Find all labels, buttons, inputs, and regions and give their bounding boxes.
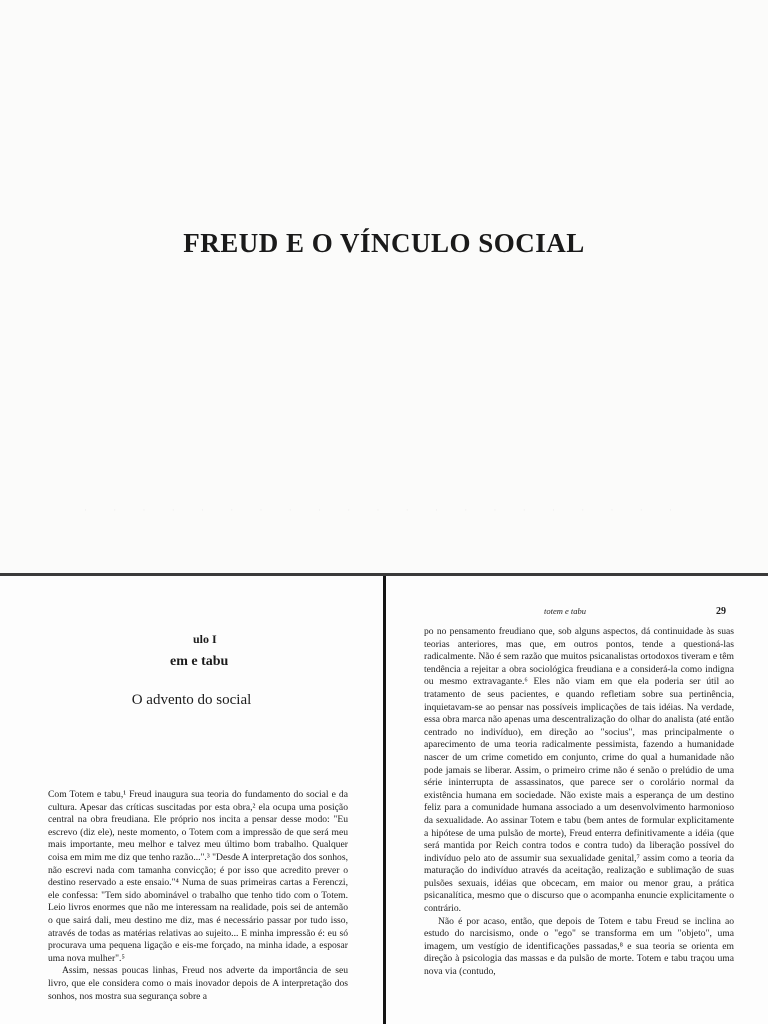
left-page [0,576,383,1024]
paragraph: Assim, nessas poucas linhas, Freud nos adverte da importância de seu livro, que ele considera como o mais inovador depois de A interpretação dos sonhos, nos mostra sua segurança sobre a [48,965,348,1002]
chapter-number: ulo I [193,632,217,646]
right-page [386,576,768,1024]
bleed-through-line: · · · · · · · · · · · · · · · · · · · · · [84,505,684,515]
page-number: 29 [716,606,726,617]
chapter-title: em e tabu [170,654,229,669]
right-body-text [424,626,734,979]
left-body-text [48,789,348,1003]
paragraph: Não é por acaso, então, que depois de Totem e tabu Freud se inclina ao estudo do narcisismo, onde o "ego" se transforma em um "objeto", uma imagem, um vestígio de identificações passadas,⁸ e sua teoria se orienta em direção à psicologia das massas e da pulsão de morte. Totem e tabu traçou uma nova via (contudo, [424,915,734,978]
section-title: O advento do social [131,692,252,708]
paragraph: Com Totem e tabu,¹ Freud inaugura sua teoria do fundamento do social e da cultura. Apesar das críticas suscitadas por esta obra,² ela ocupa uma posição central na obra freudiana. Ele próprio nos incita a pensar desse modo: "Eu escrevo (diz ele), neste momento, o Totem com a impressão de que será meu mais importante, meu melhor e talvez meu último bom trabalho. Qualquer coisa em mim me diz que tenho razão...".³ "Desde A interpretação dos sonhos, não escrevi nada com tamanha convicção; é por isso que acredito prever o destino reservado a este ensaio."⁴ Numa de suas primeiras cartas a Ferenczi, ele confessa: "Tem sido abominável o trabalho que tenho tido com o Totem. Leio livros enormes que não me interessam na realidade, pois sei de antemão o que sairá dali, meu destino me diz, mas é necessário passar por tudo isso, através de todas as matérias relativas ao sujeito... E minha impressão é: eu só procurava uma pequena ligação e eis-me forçado, na minha idade, a esposar uma nova mulher".⁵ [48,789,348,964]
running-head: totem e tabu [544,606,587,616]
book-part-title: FREUD E O VÍNCULO SOCIAL [183,228,585,258]
paragraph: po no pensamento freudiano que, sob alguns aspectos, dá continuidade às suas teorias anteriores, mas que, em outros pontos, tende a questioná-las radicalmente. Não é sem razão que muitos psicanalistas ortodoxos tiveram e têm tendência a rejeitar a obra sociológica freudiana e a considerá-la como indigna ou mesmo extravagante.⁶ Eles não viam em que ela poderia ser útil ao tratamento de seus pacientes, e quando refletiam sobre sua pertinência, inquietavam-se ao pensar nas possíveis implicações de tais idéias. Na verdade, essa obra marca não apenas uma descentralização do olhar do analista (até então centrado no indivíduo), em direção ao "socius", mas principalmente o aparecimento de uma teoria radicalmente pessimista, fazendo a humanidade nascer de um crime cometido em conjunto, crime do qual a humanidade não pode jamais se liberar. Assim, o primeiro crime não é senão o prelúdio de uma série ininterrupta de assassinatos, que parece ser o corolário normal da existência humana em sociedade. Não existe mais a esperança de um destino feliz para a comunidade humana associado a um desenvolvimento harmonioso da sexualidade. Ao assinar Totem e tabu (bem antes de formular explicitamente a hipótese de uma pulsão de morte), Freud enterra definitivamente a idéia (que será mantida por Reich contra todos e contra tudo) da liberação possível do indivíduo pelo ato de assumir sua sexualidade genital,⁷ assim como a teoria da maturação do indivíduo através da aceitação, realização e sublimação de suas pulsões sexuais, idéias que obcecam, em maior ou menor grau, a prática psicanalítica, mesmo que o discurso que o acompanha enuncie explicitamente o contrário. [424,626,734,915]
